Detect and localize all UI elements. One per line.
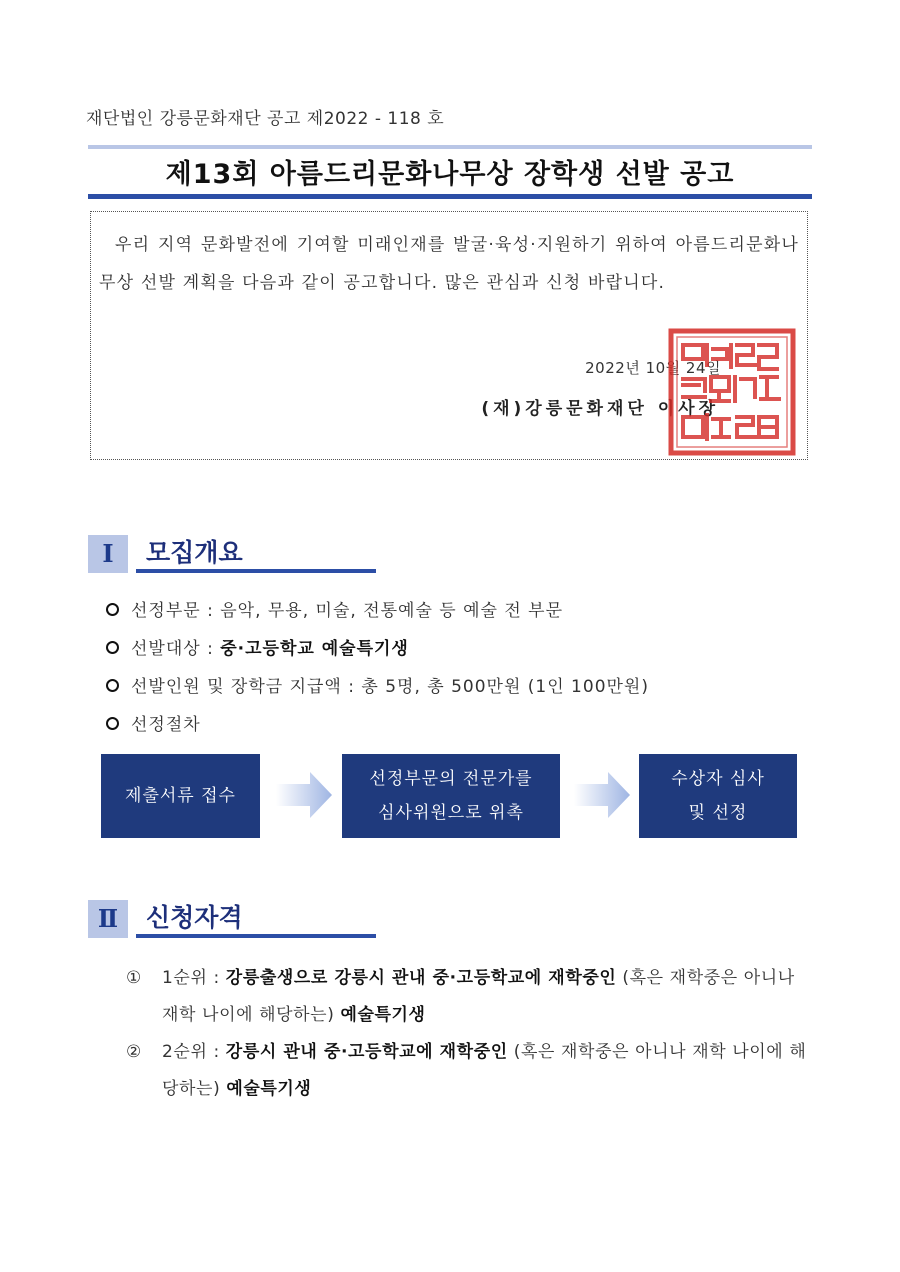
section-title: 신청자격: [146, 903, 243, 932]
item-bold-b: 예술특기생: [340, 1005, 426, 1025]
process-step-3: [639, 754, 797, 838]
process-step-label: 제출서류 접수: [125, 786, 236, 806]
recruitment-list: [106, 594, 649, 746]
notice-body: 우리 지역 문화발전에 기여할 미래인재를 발굴·육성·지원하기 위하여 아름드리문화나무상 선발 계획을 다음과 같이 공고합니다. 많은 관심과 신청 바랍니다.: [99, 235, 799, 293]
item-label: 선정부문 :: [131, 601, 221, 621]
process-step-2: [342, 754, 560, 838]
section-underline: [136, 934, 376, 938]
item-rank: 2순위 :: [162, 1042, 226, 1062]
item-bold-a: 강릉출생으로 강릉시 관내 중·고등학교에 재학중인: [225, 968, 617, 988]
item-normal: (혹은 재학중은 아니나 재학 나이에 해당하는): [162, 968, 795, 1025]
item-value: 총 5명, 총 500만원 (1인 100만원): [361, 677, 649, 697]
list-item: [106, 632, 649, 670]
notice-signer: (재)강릉문화재단 이사장: [481, 399, 719, 419]
item-bold-a: 강릉시 관내 중·고등학교에 재학중인: [225, 1042, 508, 1062]
item-rank: 1순위 :: [162, 968, 226, 988]
list-item: [126, 960, 814, 1034]
circle-bullet-icon: [106, 717, 119, 730]
item-number: ①: [126, 968, 142, 988]
notice-date: 2022년 10월 24일: [585, 359, 721, 377]
item-bold-b: 예술특기생: [226, 1079, 312, 1099]
arrow-right-icon: [276, 772, 332, 818]
title-rule-top: [88, 145, 812, 149]
list-item: [106, 594, 649, 632]
section-title: 모집개요: [146, 538, 243, 567]
item-label: 선발인원 및 장학금 지급액 :: [131, 677, 362, 697]
section-number-badge: Ⅱ: [88, 900, 128, 938]
eligibility-list: [126, 960, 814, 1108]
page-title: 제13회 아름드리문화나무상 장학생 선발 공고: [165, 159, 735, 190]
list-item: [106, 670, 649, 708]
process-step-label: 선정부문의 전문가를 심사위원으로 위촉: [369, 769, 533, 823]
item-label: 선정절차: [131, 715, 201, 735]
item-number: ②: [126, 1042, 142, 1062]
title-rule-bottom: [88, 194, 812, 199]
circle-bullet-icon: [106, 603, 119, 616]
process-step-1: [101, 754, 260, 838]
doc-number: 재단법인 강릉문화재단 공고 제2022 - 118 호: [86, 109, 445, 129]
circle-bullet-icon: [106, 679, 119, 692]
list-item: [106, 708, 649, 746]
item-label: 선발대상 :: [131, 639, 221, 659]
section-number-badge: Ⅰ: [88, 535, 128, 573]
list-item: [126, 1034, 814, 1108]
official-seal-stamp: [667, 327, 797, 457]
section-underline: [136, 569, 376, 573]
process-step-label: 수상자 심사 및 선정: [671, 769, 765, 823]
item-normal: (혹은 재학중은 아니나 재학 나이에 해당하는): [162, 1042, 807, 1099]
arrow-right-icon: [574, 772, 630, 818]
item-value: 중·고등학교 예술특기생: [220, 639, 409, 659]
item-value: 음악, 무용, 미술, 전통예술 등 예술 전 부문: [220, 601, 564, 621]
circle-bullet-icon: [106, 641, 119, 654]
